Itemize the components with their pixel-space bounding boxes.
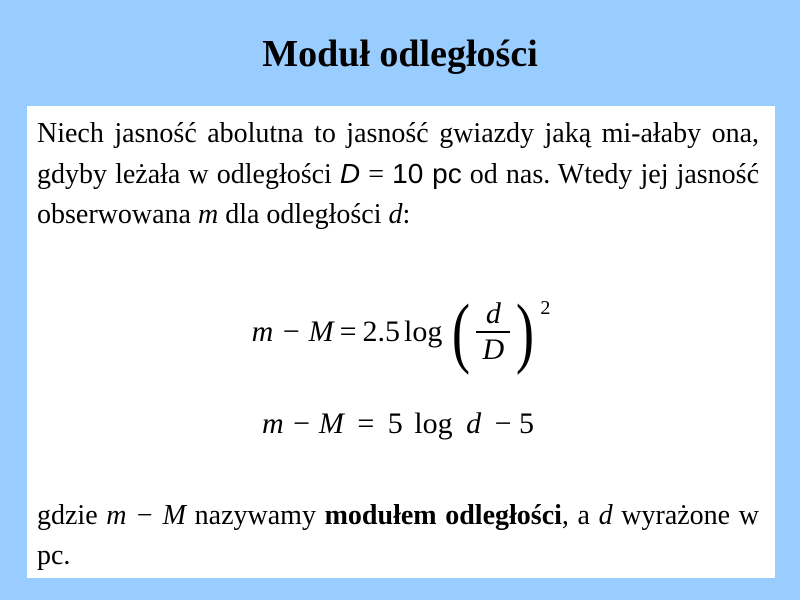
eq1-lhs: m − M [251,315,334,348]
outro-text-4: wyrażone w pc. [37,500,759,571]
eq2-equals: = [357,407,375,440]
intro-text-1: Niech jasność abolutna to jasność gwiazdy jaką mi-ałaby ona, gdyby leżała w odległości [37,118,759,190]
eq2-lhs: m − M [261,407,344,440]
eq1-right-paren: ) [516,288,535,375]
eq1-fraction [476,297,510,367]
outro-expr: m − M [106,500,187,531]
var-d: d [388,199,403,230]
eq1-left-paren: ( [452,288,471,375]
eq2-log: log [414,407,453,440]
distance-value: 10 pc [392,158,462,189]
equals-sign: = [360,159,393,190]
outro-text-3: , a [561,500,599,531]
outro-text-2: nazywamy [186,500,325,531]
outro-text-1: gdzie [37,500,107,531]
eq1-numerator: d [485,297,501,330]
content-box [27,106,775,578]
intro-text-4: : [402,199,411,230]
outro-paragraph [37,496,759,576]
slide-title: Moduł odległości [262,33,538,75]
distance-D: D [339,158,361,189]
eq1-equals: = [339,315,357,348]
eq2-var-d: d [466,407,482,440]
eq1-denominator: D [482,333,505,366]
outro-var-d: d [598,500,613,531]
var-m: m [197,199,219,230]
equation-2 [27,404,775,444]
intro-text-2: od nas. Wtedy jej jasność obserwowana [37,159,760,230]
eq1-exponent: 2 [540,297,551,319]
intro-text-3: dla odległości [218,199,389,230]
eq2-tail: − 5 [494,407,535,440]
term-distance-modulus: modułem odległości [324,500,562,531]
eq2-coefficient: 5 [387,407,403,440]
eq1-log: log [404,315,443,348]
equation-1 [27,288,775,382]
eq1-coefficient: 2.5 [362,315,400,348]
intro-paragraph [37,114,759,235]
